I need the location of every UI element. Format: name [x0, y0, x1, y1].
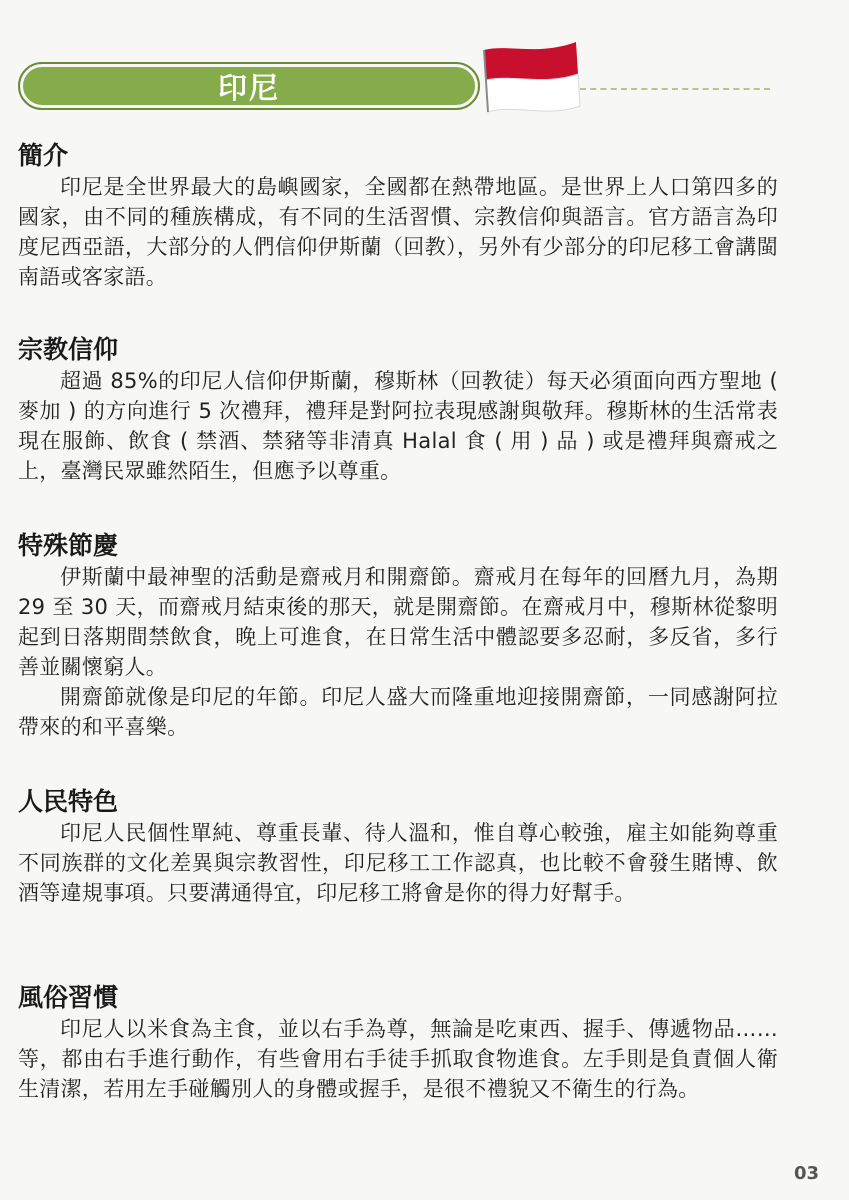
section-intro — [18, 140, 778, 292]
page-number: 03 — [793, 1163, 819, 1184]
section-religion — [18, 334, 778, 486]
header-dashed-line — [580, 88, 770, 90]
section-paragraph: 超過 85%的印尼人信仰伊斯蘭，穆斯林（回教徒）每天必須面向西方聖地 ( 麥加 ) 的方向進行 5 次禮拜，禮拜是對阿拉表現感謝與敬拜。穆斯林的生活常表現在服飾、飲食 ( 禁酒、禁豬等非清真 Halal 食 ( 用 ) 品 ) 或是禮拜與齋戒之上，臺灣民眾雖然陌生，但應予以尊重。 — [18, 369, 778, 483]
page-title: 印尼 — [217, 70, 280, 105]
section-heading: 宗教信仰 — [18, 335, 119, 364]
section-paragraph: 印尼人民個性單純、尊重長輩、待人溫和，惟自尊心較強，雇主如能夠尊重不同族群的文化差異與宗教習性，印尼移工工作認真，也比較不會發生賭博、飲酒等違規事項。只要溝通得宜，印尼移工將會是你的得力好幫手。 — [18, 821, 778, 905]
section-customs — [18, 982, 778, 1104]
section-heading: 簡介 — [18, 141, 69, 170]
section-heading: 風俗習慣 — [18, 983, 119, 1012]
indonesia-flag-icon — [478, 40, 582, 116]
section-paragraph: 印尼人以米食為主食，並以右手為尊，無論是吃東西、握手、傳遞物品……等，都由右手進行動作，有些會用右手徒手抓取食物進食。左手則是負責個人衛生清潔，若用左手碰觸別人的身體或握手，是很不禮貌又不衛生的行為。 — [18, 1017, 778, 1101]
title-banner — [18, 62, 480, 110]
section-paragraph: 伊斯蘭中最神聖的活動是齋戒月和開齋節。齋戒月在每年的回曆九月，為期 29 至 30 天，而齋戒月結束後的那天，就是開齋節。在齋戒月中，穆斯林從黎明起到日落期間禁飲食，晚上可進食，在日常生活中體認要多忍耐，多反省，多行善並關懷窮人。 — [18, 565, 778, 679]
section-festivals — [18, 530, 778, 742]
section-heading: 特殊節慶 — [18, 531, 119, 560]
section-people — [18, 786, 778, 908]
title-banner-fill — [23, 67, 475, 105]
section-paragraph: 開齋節就像是印尼的年節。印尼人盛大而隆重地迎接開齋節，一同感謝阿拉帶來的和平喜樂。 — [18, 685, 778, 739]
section-heading: 人民特色 — [18, 787, 119, 816]
section-paragraph: 印尼是全世界最大的島嶼國家，全國都在熱帶地區。是世界上人口第四多的國家，由不同的種族構成，有不同的生活習慣、宗教信仰與語言。官方語言為印度尼西亞語，大部分的人們信仰伊斯蘭（回教），另外有少部分的印尼移工會講閩南語或客家語。 — [18, 175, 778, 289]
